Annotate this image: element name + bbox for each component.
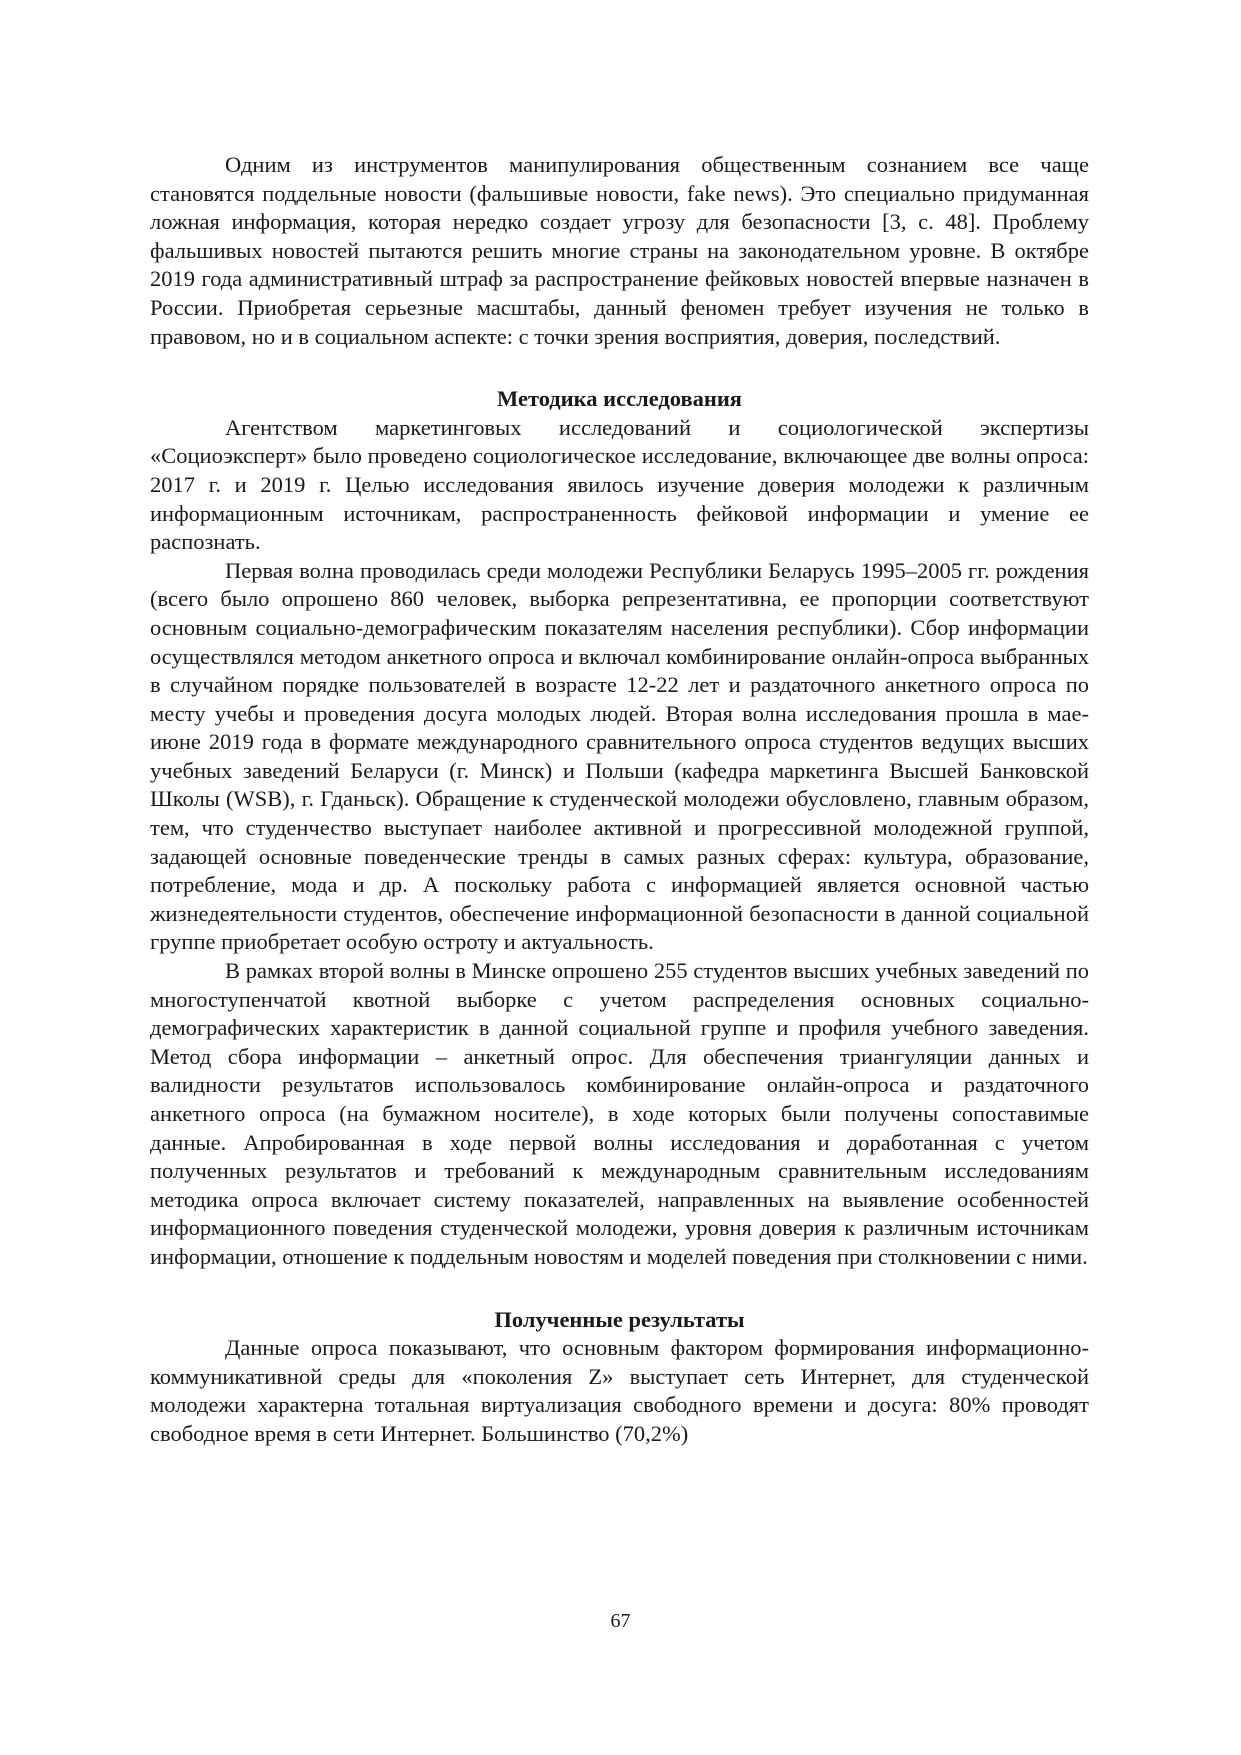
text-column: [150, 151, 1089, 1449]
results-paragraph-1: Данные опроса показывают, что основным фактором формирования информационно-коммуникативной среды для «поколения Z» выступает сеть Интернет, для студенческой молодежи характерна тотальная виртуализация свободного времени и досуга: 80% проводят свободное время в сети Интернет. Большинство (70,2%): [150, 1335, 1089, 1446]
methodology-paragraph-1: Агентством маркетинговых исследований и социологической экспертизы «Социоэксперт» было проведено социологическое исследование, включающее две волны опроса: 2017 г. и 2019 г. Целью исследования явилось изучение доверия молодежи к различным информационным источникам, распространенность фейковой информации и умение ее распознать.: [150, 414, 1089, 555]
methodology-paragraph-2: Первая волна проводилась среди молодежи Республики Беларусь 1995–2005 гг. рождения (всего было опрошено 860 человек, выборка репрезентативна, ее пропорции соответствуют основным социально-демографическим показателям населения республики). Сбор информации осуществлялся методом анкетного опроса и включал комбинирование онлайн-опроса выбранных в случайном порядке пользователей в возрасте 12-22 лет и раздаточного анкетного опроса по месту учебы и проведения досуга молодых людей. Вторая волна исследования прошла в мае-июне 2019 года в формате международного сравнительного опроса студентов ведущих высших учебных заведений Беларуси (г. Минск) и Польши (кафедра маркетинга Высшей Банковской Школы (WSB), г. Гданьск). Обращение к студенческой молодежи обусловлено, главным образом, тем, что студенчество выступает наиболее активной и прогрессивной молодежной группой, задающей основные поведенческие тренды в самых разных сферах: культура, образование, потребление, мода и др. А поскольку работа с информацией является основной частью жизнедеятельности студентов, обеспечение информационной безопасности в данной социальной группе приобретает особую остроту и актуальность.: [150, 557, 1089, 955]
methodology-heading: Методика исследования: [497, 386, 742, 412]
results-heading: Полученные результаты: [494, 1306, 745, 1332]
page-number: 67: [610, 1610, 631, 1632]
intro-paragraph: Одним из инструментов манипулирования общественным сознанием все чаще становятся поддельные новости (фальшивые новости, fake news). Это специально придуманная ложная информация, которая нередко создает угрозу для безопасности [3, с. 48]. Проблему фальшивых новостей пытаются решить многие страны на законодательном уровне. В октябре 2019 года административный штраф за распространение фейковых новостей впервые назначен в России. Приобретая серьезные масштабы, данный феномен требует изучения не только в правовом, но и в социальном аспекте: с точки зрения восприятия, доверия, последствий.: [150, 152, 1089, 349]
methodology-paragraph-3: В рамках второй волны в Минске опрошено 255 студентов высших учебных заведений по многоступенчатой квотной выборке с учетом распределения основных социально-демографических характеристик в данной социальной группе и профиля учебного заведения. Метод сбора информации – анкетный опрос. Для обеспечения триангуляции данных и валидности результатов использовалось комбинирование онлайн-опроса и раздаточного анкетного опроса (на бумажном носителе), в ходе которых были получены сопоставимые данные. Апробированная в ходе первой волны исследования и доработанная с учетом полученных результатов и требований к международным сравнительным исследованиям методика опроса включает систему показателей, направленных на выявление особенностей информационного поведения студенческой молодежи, уровня доверия к различным источникам информации, отношение к поддельным новостям и моделей поведения при столкновении с ними.: [150, 958, 1089, 1269]
